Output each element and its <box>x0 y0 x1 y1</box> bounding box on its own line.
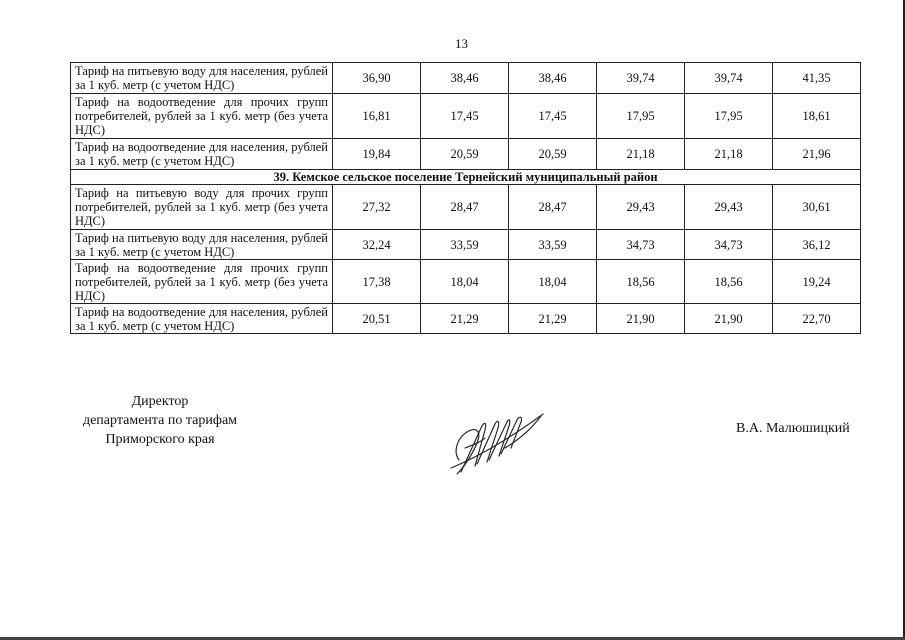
value-cell: 28,47 <box>421 185 509 230</box>
table-row <box>71 304 861 334</box>
value-cell: 39,74 <box>685 63 773 94</box>
value-cell: 21,90 <box>597 304 685 334</box>
value-cell: 20,51 <box>333 304 421 334</box>
value-cell: 36,12 <box>773 230 861 260</box>
table-row <box>71 63 861 94</box>
value-cell: 34,73 <box>685 230 773 260</box>
signatory-title <box>60 392 260 449</box>
value-cell: 36,90 <box>333 63 421 94</box>
value-cell: 21,29 <box>421 304 509 334</box>
value-cell: 17,45 <box>509 94 597 139</box>
value-cell: 33,59 <box>509 230 597 260</box>
row-label: Тариф на питьевую воду для прочих групп потребителей, рублей за 1 куб. метр (без учета НДС) <box>71 185 333 230</box>
value-cell: 21,18 <box>685 139 773 170</box>
page-number: 13 <box>455 36 468 51</box>
value-cell: 18,61 <box>773 94 861 139</box>
value-cell: 18,04 <box>421 260 509 304</box>
value-cell: 27,32 <box>333 185 421 230</box>
value-cell: 21,18 <box>597 139 685 170</box>
value-cell: 18,56 <box>685 260 773 304</box>
row-label: Тариф на водоотведение для населения, рублей за 1 куб. метр (с учетом НДС) <box>71 139 333 170</box>
table-row <box>71 230 861 260</box>
table-row <box>71 139 861 170</box>
row-label: Тариф на питьевую воду для населения, рублей за 1 куб. метр (с учетом НДС) <box>71 63 333 94</box>
signatory-title-line: департамента по тарифам <box>82 413 238 428</box>
handwritten-signature <box>445 408 555 485</box>
signer-name: В.А. Малюшицкий <box>736 421 850 436</box>
value-cell: 21,90 <box>685 304 773 334</box>
section-title: 39. Кемское сельское поселение Тернейский муниципальный район <box>71 170 861 185</box>
value-cell: 22,70 <box>773 304 861 334</box>
row-label: Тариф на питьевую воду для населения, рублей за 1 куб. метр (с учетом НДС) <box>71 230 333 260</box>
row-label: Тариф на водоотведение для прочих групп потребителей, рублей за 1 куб. метр (без учета НДС) <box>71 260 333 304</box>
value-cell: 29,43 <box>685 185 773 230</box>
signatory-title-line: Приморского края <box>105 432 215 447</box>
value-cell: 17,45 <box>421 94 509 139</box>
value-cell: 33,59 <box>421 230 509 260</box>
value-cell: 38,46 <box>509 63 597 94</box>
value-cell: 34,73 <box>597 230 685 260</box>
signatory-title-line: Директор <box>131 394 189 409</box>
table-row <box>71 260 861 304</box>
value-cell: 16,81 <box>333 94 421 139</box>
value-cell: 21,96 <box>773 139 861 170</box>
table-row <box>71 94 861 139</box>
value-cell: 41,35 <box>773 63 861 94</box>
value-cell: 32,24 <box>333 230 421 260</box>
value-cell: 18,04 <box>509 260 597 304</box>
tariff-table <box>70 62 861 334</box>
value-cell: 19,24 <box>773 260 861 304</box>
table-row <box>71 185 861 230</box>
value-cell: 30,61 <box>773 185 861 230</box>
value-cell: 39,74 <box>597 63 685 94</box>
value-cell: 38,46 <box>421 63 509 94</box>
value-cell: 29,43 <box>597 185 685 230</box>
row-label: Тариф на водоотведение для прочих групп потребителей, рублей за 1 куб. метр (без учета НДС) <box>71 94 333 139</box>
value-cell: 17,95 <box>597 94 685 139</box>
section-header-row <box>71 170 861 185</box>
value-cell: 21,29 <box>509 304 597 334</box>
value-cell: 17,38 <box>333 260 421 304</box>
row-label: Тариф на водоотведение для населения, рублей за 1 куб. метр (с учетом НДС) <box>71 304 333 334</box>
value-cell: 17,95 <box>685 94 773 139</box>
value-cell: 20,59 <box>509 139 597 170</box>
value-cell: 28,47 <box>509 185 597 230</box>
value-cell: 19,84 <box>333 139 421 170</box>
value-cell: 18,56 <box>597 260 685 304</box>
value-cell: 20,59 <box>421 139 509 170</box>
